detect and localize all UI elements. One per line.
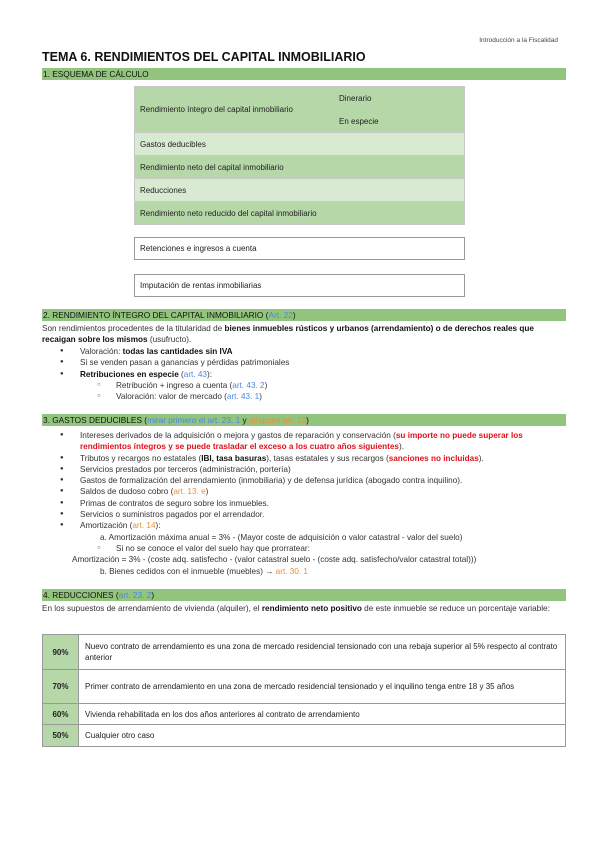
pct-cell: 60% (43, 704, 79, 725)
text-segment: sanciones no incluidas (388, 453, 479, 463)
list-item (42, 498, 566, 509)
cell-neto: Rendimiento neto del capital inmobiliario (135, 156, 465, 179)
article-ref-link: art. 43. 1 (226, 392, 260, 402)
list-item (42, 391, 566, 402)
desc-cell: Nuevo contrato de arrendamiento es una zona de mercado residencial tensionado con una rebaja superior al 5% respecto al contrato anterior (79, 635, 566, 670)
text-segment: Gastos de formalización del arrendamiento (inmobiliaria) y de defensa jurídica (abogado contra inquilino). (80, 476, 463, 486)
list-item (42, 520, 566, 531)
list-item (42, 464, 566, 475)
page-title: TEMA 6. RENDIMIENTOS DEL CAPITAL INMOBILIARIO (42, 50, 366, 64)
list-item (42, 486, 566, 497)
text-segment: 3. GASTOS DEDUCIBLES ( (43, 415, 148, 425)
text-segment: y (240, 415, 249, 425)
text-segment: bienes inmuebles rústicos y urbanos (arrendamiento) o de derechos reales que recaigan sobre los mismos (42, 324, 534, 345)
text-segment: ) (259, 392, 262, 402)
text-segment: Primas de contratos de seguro sobre los inmuebles. (80, 498, 269, 508)
text-segment: (usufructo). (147, 335, 192, 345)
list-item (42, 453, 566, 464)
reducciones-table (42, 634, 566, 747)
text-segment: su importe no puede superar los rendimientos íntegros y se puede trasladar el exceso a los cuatro años siguientes (80, 431, 523, 452)
text-segment: 4. REDUCCIONES ( (43, 590, 119, 600)
article-ref-link: Art. 22 (268, 310, 293, 320)
desc-cell: Primer contrato de arrendamiento en una zona de mercado residencial tensionado y el inquilino tenga entre 18 y 35 años (79, 670, 566, 704)
text-segment: ) (306, 415, 309, 425)
text-segment: IBI, tasa basuras (201, 453, 267, 463)
text-segment: a. Amortización máxima anual = 3% - (Mayor coste de adquisición o valor catastral - valor del suelo) (100, 532, 463, 542)
running-head: Introducción a la Fiscalidad (479, 37, 558, 44)
retenciones-box: Retenciones e ingresos a cuenta (134, 237, 465, 260)
text-segment: Amortización = 3% - (coste adq. satisfecho - (valor catastral suelo - (coste adq. satisfecho/valor catastral total))) (72, 555, 477, 565)
s2-intro (42, 323, 562, 346)
text-segment: Intereses derivados de la adquisición o mejora y gastos de reparación y conservación ( (80, 431, 396, 440)
cell-gastos: Gastos deducibles (135, 133, 465, 156)
desc-cell: Vivienda rehabilitada en los dos años anteriores al contrato de arrendamiento (79, 704, 566, 725)
text-segment: Son rendimientos procedentes de la titularidad de (42, 324, 225, 333)
list-item (42, 566, 566, 577)
list-item (42, 475, 566, 486)
list-item (42, 430, 566, 453)
s2-list (42, 346, 566, 402)
list-item (42, 509, 566, 520)
cell-dinerario: Dinerario (334, 87, 465, 110)
cell-reducciones: Reducciones (135, 179, 465, 202)
pct-cell: 90% (43, 635, 79, 670)
article-ref-link: art. 30. 1 (275, 566, 308, 576)
text-segment: de este inmueble se reduce un porcentaje variable: (361, 604, 550, 613)
list-item (42, 543, 566, 554)
article-ref-link: art. 23. 2 (118, 590, 152, 600)
text-segment: Retribuciones en especie (80, 369, 179, 379)
section-heading-rend-integro (42, 309, 566, 321)
list-item (42, 369, 566, 380)
cell-especie: En especie (334, 110, 465, 133)
pct-cell: 50% (43, 725, 79, 747)
text-segment: En los supuestos de arrendamiento de vivienda (alquiler), el (42, 604, 262, 613)
text-segment: 2. RENDIMIENTO ÍNTEGRO DEL CAPITAL INMOBILIARIO ( (43, 310, 269, 320)
article-ref-link: después art. 13 (248, 415, 307, 425)
cell-neto-reducido: Rendimiento neto reducido del capital inmobiliario (135, 202, 465, 225)
desc-cell: Cualquier otro caso (79, 725, 566, 747)
article-ref-link: mirar primero el art. 23. 1 (147, 415, 241, 425)
text-segment: Si se venden pasan a ganancias y pérdidas patrimoniales (80, 358, 290, 368)
list-item (42, 346, 566, 357)
article-ref-link: art. 43 (183, 369, 207, 379)
section-heading-gastos (42, 414, 566, 426)
text-segment: Si no se conoce el valor del suelo hay que prorratear: (116, 543, 310, 553)
list-item (42, 532, 566, 543)
text-segment: Amortización ( (80, 521, 133, 531)
text-segment: ) (264, 380, 268, 390)
text-segment: rendimiento neto positivo (261, 604, 362, 613)
text-segment: Tributos y recargos no estatales ( (80, 453, 202, 463)
article-ref-link: art. 43. 2 (232, 380, 265, 390)
text-segment: ) (205, 487, 209, 497)
cell-rend-integro: Rendimiento íntegro del capital inmobiliario (135, 87, 334, 133)
text-segment: Servicios prestados por terceros (administración, portería) (80, 464, 291, 474)
section-heading-reducciones (42, 589, 566, 601)
text-segment: ): (206, 369, 212, 379)
text-segment: ) (151, 590, 155, 600)
text-segment: ), tasas estatales y sus recargos ( (266, 453, 389, 463)
s4-intro (42, 603, 566, 614)
text-segment: Servicios o suministros pagados por el arrendador. (80, 510, 265, 520)
text-segment: b. Bienes cedidos con el inmueble (muebles) → (100, 566, 276, 576)
text-segment: Retribución + ingreso a cuenta ( (116, 380, 233, 390)
s3-list (42, 430, 566, 577)
text-segment: Saldos de dudoso cobro ( (80, 487, 174, 497)
calc-scheme-table (134, 86, 465, 225)
article-ref-link: art. 13. e (173, 487, 206, 497)
text-segment: ). (478, 453, 484, 463)
list-item (42, 357, 566, 368)
list-item (42, 554, 566, 565)
text-segment: Valoración: valor de mercado ( (116, 392, 227, 402)
text-segment: todas las cantidades sin IVA (122, 347, 233, 356)
list-item (42, 380, 566, 391)
text-segment: Valoración: (80, 347, 123, 356)
text-segment: ( (178, 369, 184, 379)
text-segment: ) (292, 310, 296, 320)
section-heading-esquema: 1. ESQUEMA DE CÁLCULO (42, 68, 566, 80)
text-segment: ): (155, 521, 161, 531)
pct-cell: 70% (43, 670, 79, 704)
imputacion-box: Imputación de rentas inmobiliarias (134, 274, 465, 297)
text-segment: ). (398, 442, 404, 452)
article-ref-link: art. 14 (132, 521, 156, 531)
